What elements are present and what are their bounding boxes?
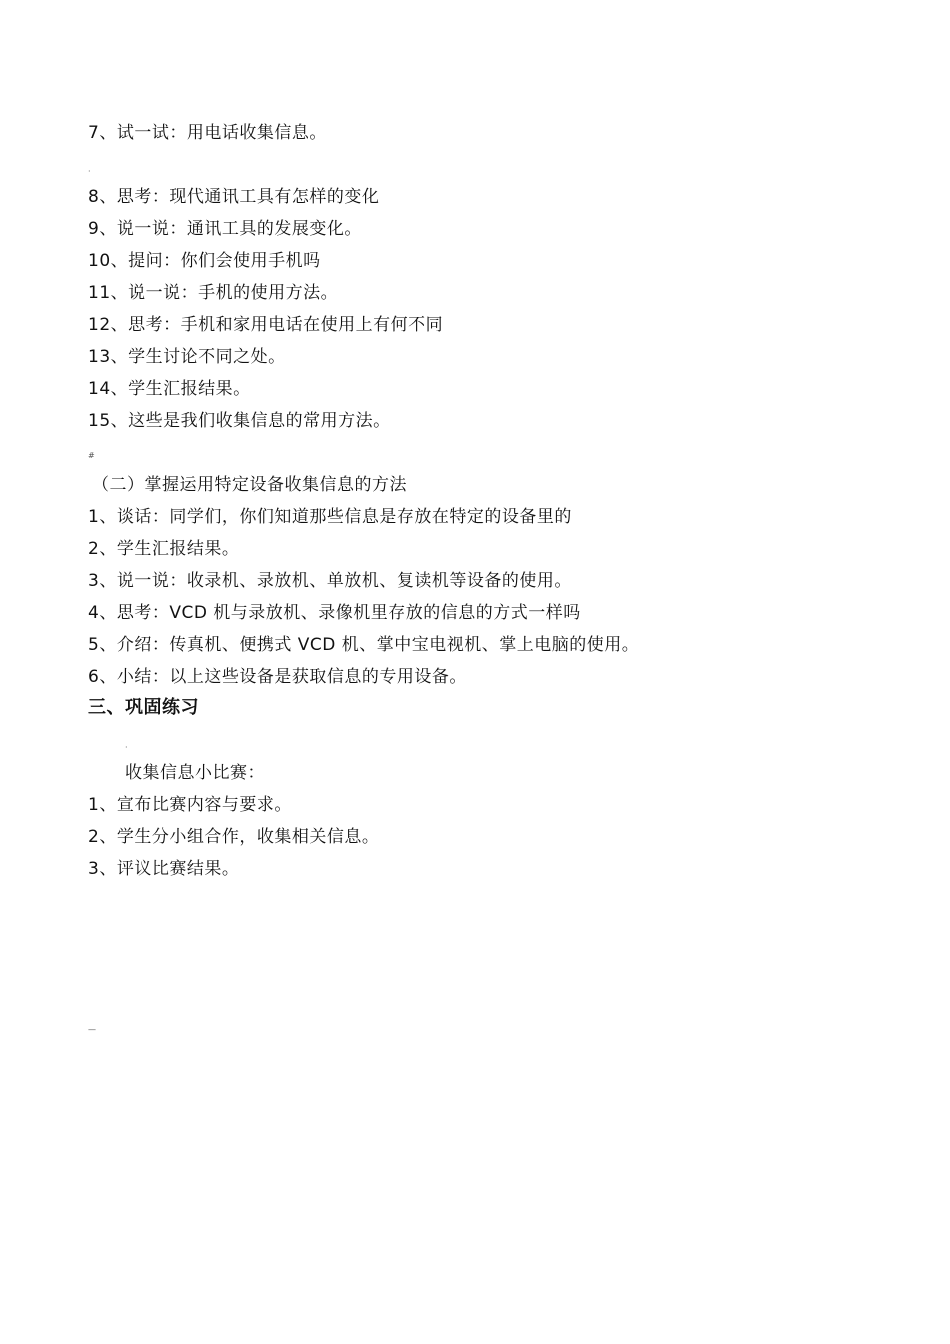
list-item-9: 9、说一说：通讯工具的发展变化。 xyxy=(88,219,362,239)
stray-mark: # xyxy=(88,451,95,460)
section-item: 5、介绍：传真机、便携式 VCD 机、掌中宝电视机、掌上电脑的使用。 xyxy=(88,635,640,655)
list-item-11: 11、说一说：手机的使用方法。 xyxy=(88,283,339,303)
list-item-15: 15、这些是我们收集信息的常用方法。 xyxy=(88,411,391,431)
section-item: 1、谈话：同学们，你们知道那些信息是存放在特定的设备里的 xyxy=(88,507,572,527)
list-item-12: 12、思考：手机和家用电话在使用上有何不同 xyxy=(88,315,444,335)
stray-mark: · xyxy=(88,167,91,176)
exercise-item: 2、学生分小组合作，收集相关信息。 xyxy=(88,827,380,847)
list-item-14: 14、学生汇报结果。 xyxy=(88,379,251,399)
section-intro: 收集信息小比赛： xyxy=(125,763,265,783)
section-item: 6、小结：以上这些设备是获取信息的专用设备。 xyxy=(88,667,467,687)
list-item-13: 13、学生讨论不同之处。 xyxy=(88,347,286,367)
list-item-8: 8、思考：现代通讯工具有怎样的变化 xyxy=(88,187,380,207)
list-item-7: 7、试一试：用电话收集信息。 xyxy=(88,123,327,143)
section-title: （二）掌握运用特定设备收集信息的方法 xyxy=(92,475,407,495)
section-item: 4、思考：VCD 机与录放机、录像机里存放的信息的方式一样吗 xyxy=(88,603,581,623)
exercise-item: 3、评议比赛结果。 xyxy=(88,859,240,879)
section-item: 3、说一说：收录机、录放机、单放机、复读机等设备的使用。 xyxy=(88,571,572,591)
section-item: 2、学生汇报结果。 xyxy=(88,539,240,559)
list-item-10: 10、提问：你们会使用手机吗 xyxy=(88,251,321,271)
stray-mark: · xyxy=(125,743,128,752)
section-heading: 三、巩固练习 xyxy=(88,697,199,718)
exercise-item: 1、宣布比赛内容与要求。 xyxy=(88,795,292,815)
stray-mark: — xyxy=(88,1025,96,1034)
